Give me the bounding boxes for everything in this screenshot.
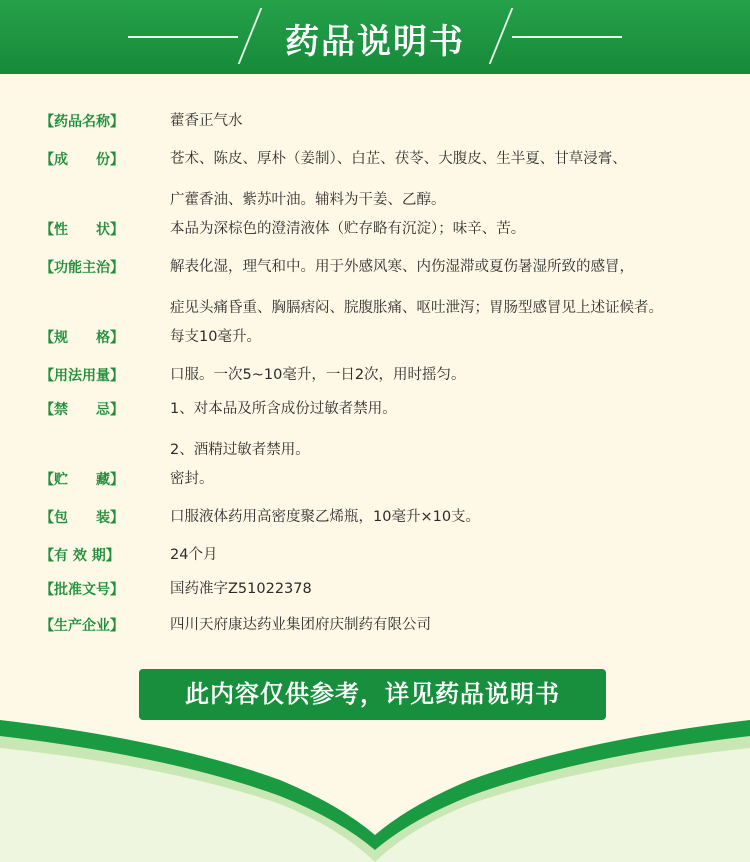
info-value <box>170 110 730 132</box>
info-value <box>170 326 730 348</box>
info-value <box>170 506 730 528</box>
info-label: 【禁 忌】 <box>40 402 124 418</box>
info-value-line: 口服。一次5~10毫升，一日2次，用时摇匀。 <box>170 367 466 383</box>
header-banner <box>0 0 750 74</box>
info-value-line: 24个月 <box>170 547 218 563</box>
info-value-line: 1、对本品及所含成份过敏者禁用。 <box>170 401 397 417</box>
info-value <box>170 218 730 240</box>
info-value-line: 广藿香油、紫苏叶油。辅料为干姜、乙醇。 <box>170 192 446 208</box>
info-value-line: 四川天府康达药业集团府庆制药有限公司 <box>170 617 431 633</box>
info-label: 【生产企业】 <box>40 618 124 634</box>
info-label: 【规 格】 <box>40 330 124 346</box>
notice-banner: 此内容仅供参考，详见药品说明书 <box>139 669 606 720</box>
info-label: 【性 状】 <box>40 222 124 238</box>
info-value-line: 口服液体药用高密度聚乙烯瓶，10毫升×10支。 <box>170 509 481 525</box>
info-value-line: 症见头痛昏重、胸膈痞闷、脘腹胀痛、呕吐泄泻；胃肠型感冒见上述证候者。 <box>170 300 663 316</box>
header-line-right <box>512 36 622 38</box>
info-label: 【批准文号】 <box>40 582 124 598</box>
info-label: 【药品名称】 <box>40 114 124 130</box>
info-label: 【用法用量】 <box>40 368 124 384</box>
info-label: 【包 装】 <box>40 510 124 526</box>
info-value-line: 本品为深棕色的澄清液体（贮存略有沉淀）；味辛、苦。 <box>170 221 526 237</box>
info-value <box>170 544 730 566</box>
info-value <box>170 256 730 319</box>
info-value-line: 苍术、陈皮、厚朴（姜制）、白芷、茯苓、大腹皮、生半夏、甘草浸膏、 <box>170 151 627 167</box>
page-title: 药品说明书 <box>285 22 465 62</box>
info-label: 【贮 藏】 <box>40 472 124 488</box>
info-value-line: 每支10毫升。 <box>170 329 261 345</box>
info-value-line: 藿香正气水 <box>170 113 243 129</box>
info-value-line: 解表化湿，理气和中。用于外感风寒、内伤湿滞或夏伤暑湿所致的感冒， <box>170 259 634 275</box>
info-value <box>170 578 730 600</box>
info-value <box>170 364 730 386</box>
info-value-line: 密封。 <box>170 471 214 487</box>
info-label: 【有 效 期】 <box>40 548 120 564</box>
info-value <box>170 398 730 461</box>
info-value <box>170 614 730 636</box>
info-value <box>170 468 730 490</box>
info-value-line: 2、酒精过敏者禁用。 <box>170 442 310 458</box>
info-label: 【功能主治】 <box>40 260 124 276</box>
info-label: 【成 份】 <box>40 152 124 168</box>
info-value <box>170 148 730 211</box>
info-value-line: 国药准字Z51022378 <box>170 581 312 597</box>
bottom-wave-decoration <box>0 700 750 862</box>
